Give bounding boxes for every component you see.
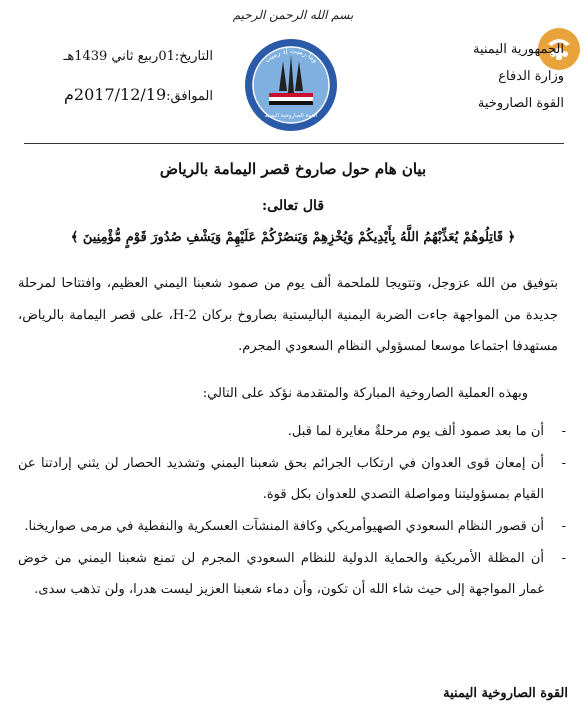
quote-intro: قال تعالى: (261, 198, 325, 214)
signature: القوة الصاروخية اليمنية (443, 686, 568, 701)
bullet-marker: - (561, 456, 566, 471)
list-item (18, 448, 566, 510)
emblem-text-top: وما رميت إذ رميت (263, 46, 320, 65)
bullet-marker: - (561, 424, 566, 439)
statement-title: بيان هام حول صاروخ قصر اليمامة بالرياض (159, 160, 427, 178)
quran-verse: ﴿ قَاتِلُوهُمْ يُعَذِّبْهُمُ اللَّهُ بِأَيْدِيكُمْ وَيُخْزِهِمْ وَيَنصُرْكُمْ عَلَيْهِمْ وَيَشْفِ صُدُورَ قَوْمٍ مُّؤْمِنِينَ ﴾ (70, 230, 516, 245)
list-item (18, 543, 566, 605)
list-item-text: أن المظلة الأمريكية والحماية الدولية للنظام السعودي المجرم لن تمنع شعبنا اليمني من خوض غمار المواجهة إلى حيث شاء الله أن تكون، وأن دماء شعبنا العزيز ليست هدرا، ولن تذهب سدى. (18, 551, 544, 597)
date-hijri-value: 01ربيع ثاني 1439هـ (63, 49, 175, 64)
date-gregorian (28, 76, 213, 116)
issuer-line-unit: القوة الصاروخية (477, 96, 564, 111)
list-item-text: أن قصور النظام السعودي الصهيوأمريكي وكافة المنشآت العسكرية والنفطية في مرمى صواريخنا. (24, 519, 544, 534)
header-divider (24, 143, 564, 144)
basmala: بسم الله الرحمن الرحيم (232, 8, 354, 22)
date-block (28, 38, 213, 116)
list-item (18, 511, 566, 542)
bullets-intro: وبهذه العملية الصاروخية المباركة والمتقدمة نؤكد على التالي: (202, 386, 528, 401)
issuer-line-country: الجمهورية اليمنية (472, 42, 564, 57)
list-item (18, 416, 566, 447)
emblem-text-bottom: القوة الصاروخية اليمنية (264, 113, 318, 119)
main-paragraph: بتوفيق من الله عزوجل، وتتويجا للملحمة ألف يوم من صمود شعبنا اليمني العظيم، وافتتاحا لمرحلة جديدة من المواجهة جاءت الضربة اليمنية الباليستية بصاروخ بركان 2-H، على قصر اليمامة بالرياض، مستهدفا اجتماعا موسعا لمسؤولي النظام السعودي المجرم. (18, 276, 558, 354)
date-greg-value: 2017/12/19م (64, 85, 167, 104)
date-hijri-label: التاريخ: (174, 49, 213, 64)
list-item-text: أن إمعان قوى العدوان في ارتكاب الجرائم بحق شعبنا اليمني وتشديد الحصار لن يثني إرادتنا عن القيام بمسؤوليتنا ومواصلة التصدي للعدوان بكل قوة. (18, 456, 544, 502)
points-list (18, 416, 566, 606)
bullet-marker: - (561, 551, 566, 566)
date-hijri (28, 38, 213, 76)
missile-forces-emblem-icon (243, 37, 339, 133)
date-greg-label: الموافق: (166, 89, 213, 104)
bullet-marker: - (561, 519, 566, 534)
list-item-text: أن ما بعد صمود ألف يوم مرحلةٌ مغايرة لما قبل. (287, 424, 544, 439)
issuer-line-ministry: وزارة الدفاع (498, 69, 564, 84)
issuer-block (424, 36, 564, 117)
